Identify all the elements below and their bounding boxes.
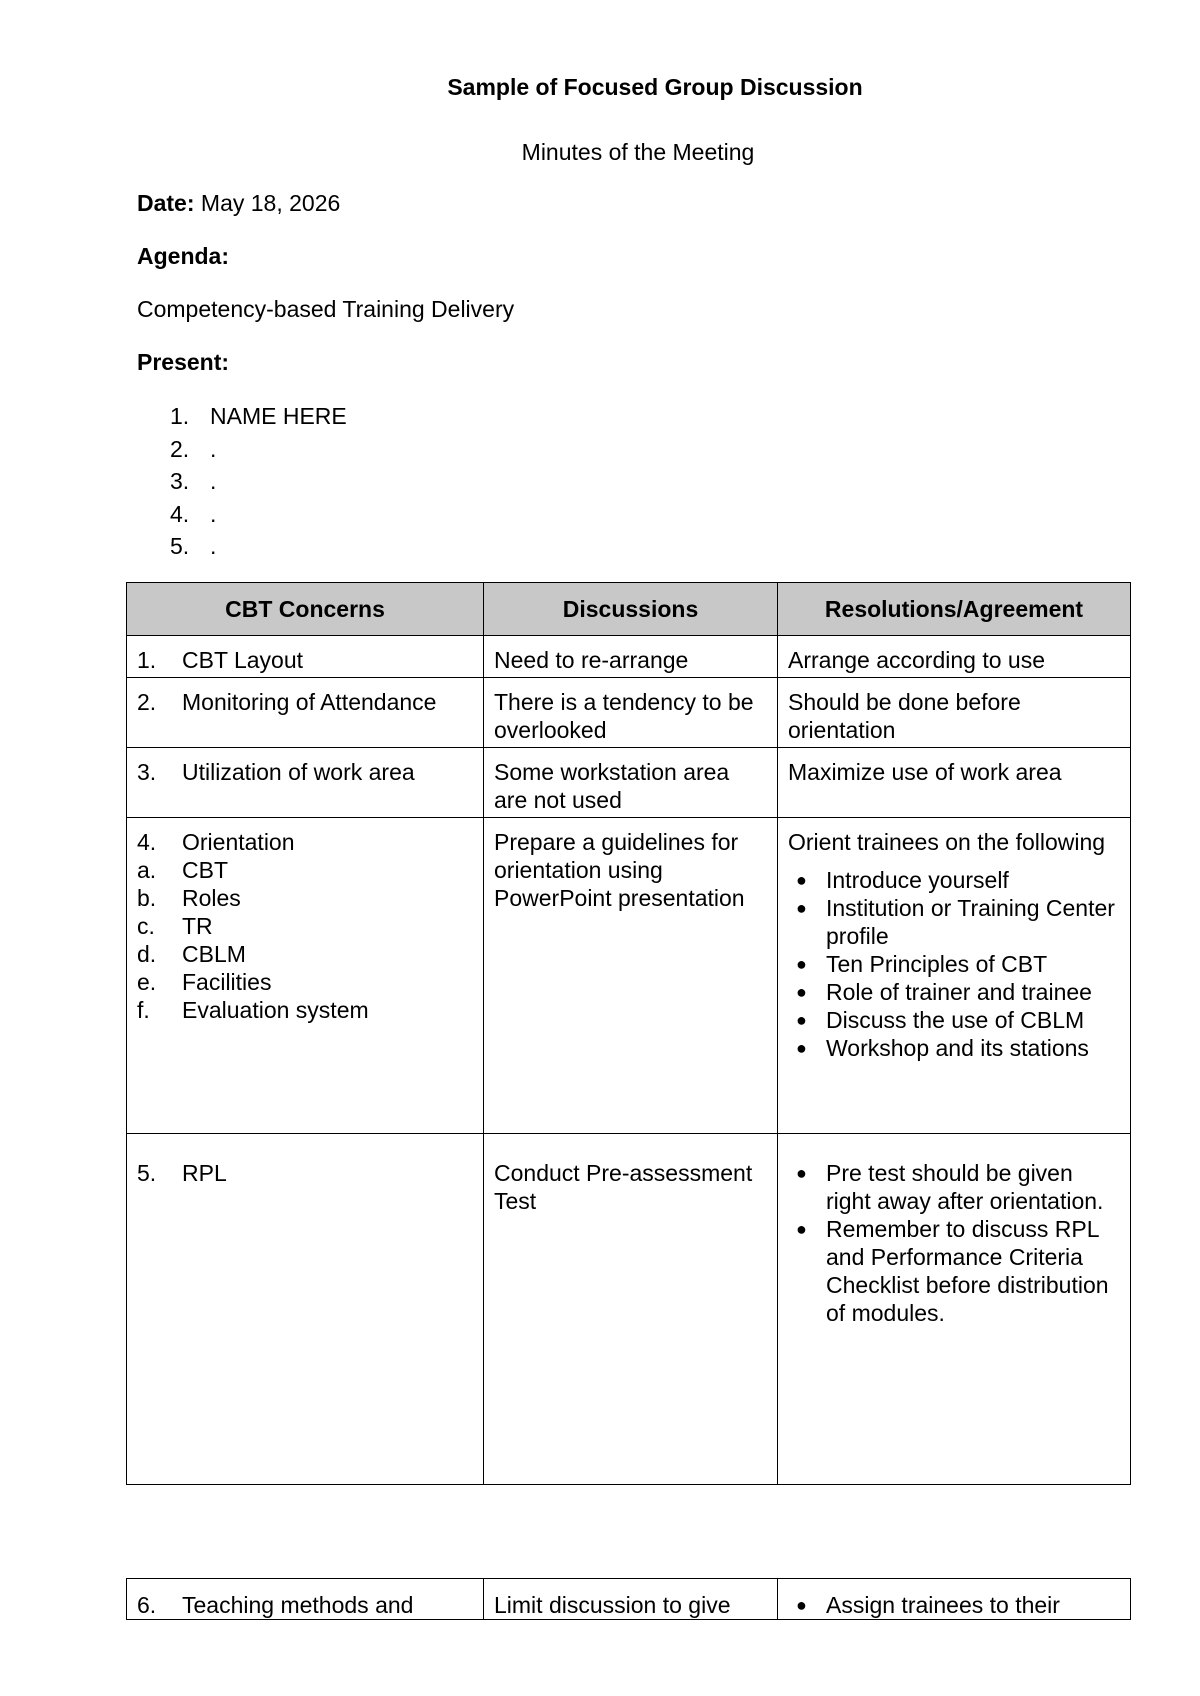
list-item bbox=[170, 498, 347, 531]
resolution-bullets bbox=[788, 866, 1120, 1062]
discussion-cell: Conduct Pre-assessment Test bbox=[484, 1134, 778, 1485]
bullet-icon: ● bbox=[796, 1010, 807, 1030]
minutes-table-continued bbox=[126, 1578, 1131, 1620]
agenda-label-text: Agenda: bbox=[137, 243, 229, 269]
list-item bbox=[788, 1215, 1120, 1327]
table-row bbox=[127, 636, 1131, 678]
row-number: 4. bbox=[137, 829, 157, 855]
document-subtitle: Minutes of the Meeting bbox=[521, 139, 755, 165]
subitem-text: CBLM bbox=[182, 941, 246, 967]
list-item bbox=[137, 940, 473, 968]
resolution-cell: Maximize use of work area bbox=[778, 748, 1131, 818]
list-item-name: . bbox=[210, 435, 217, 462]
bullet-icon: ● bbox=[796, 870, 807, 890]
list-item-name: . bbox=[210, 468, 217, 494]
row-number: 2. bbox=[137, 689, 157, 715]
list-item bbox=[137, 856, 473, 884]
row-number: 1. bbox=[137, 647, 157, 673]
bullet-icon: ● bbox=[796, 1595, 807, 1615]
date-value: May 18, 2026 bbox=[200, 190, 341, 216]
bullet-text: Workshop and its stations bbox=[826, 1035, 1089, 1061]
header-cbt-concerns: CBT Concerns bbox=[127, 583, 484, 636]
list-item bbox=[137, 996, 473, 1024]
discussion-cell: Some workstation area are not used bbox=[484, 748, 778, 818]
discussion-cell: Prepare a guidelines for orientation using PowerPoint presentation bbox=[484, 818, 778, 1134]
subitem-letter: e. bbox=[137, 969, 157, 995]
resolution-cell bbox=[778, 818, 1131, 1134]
table-row bbox=[127, 1579, 1131, 1620]
list-item bbox=[137, 912, 473, 940]
bullet-text: Pre test should be given right away after orientation. bbox=[826, 1160, 1104, 1214]
table-row bbox=[127, 678, 1131, 748]
list-item-name: . bbox=[210, 533, 217, 559]
bullet-icon: ● bbox=[796, 1038, 807, 1058]
concern-cell bbox=[127, 1134, 484, 1485]
concern-text: Monitoring of Attendance bbox=[182, 689, 437, 715]
list-item bbox=[788, 950, 1120, 978]
list-item bbox=[137, 968, 473, 996]
list-item-name: NAME HERE bbox=[210, 403, 347, 429]
table-row bbox=[127, 1134, 1131, 1485]
list-item-number: 5. bbox=[170, 533, 190, 559]
minutes-table bbox=[126, 582, 1131, 1485]
bullet-icon: ● bbox=[796, 954, 807, 974]
subitem-text: TR bbox=[182, 913, 213, 939]
list-item bbox=[788, 894, 1120, 950]
list-item-number: 2. bbox=[170, 435, 190, 462]
subitem-text: Facilities bbox=[182, 969, 272, 995]
list-item bbox=[170, 433, 347, 466]
bullet-text: Institution or Training Center profile bbox=[826, 895, 1115, 949]
subitem-letter: a. bbox=[137, 857, 157, 883]
list-item bbox=[788, 1034, 1120, 1062]
bullet-text: Role of trainer and trainee bbox=[826, 979, 1092, 1005]
table-row bbox=[127, 748, 1131, 818]
bullet-icon: ● bbox=[796, 1219, 807, 1239]
concern-cell bbox=[127, 678, 484, 748]
header-resolutions: Resolutions/Agreement bbox=[778, 583, 1131, 636]
row-number: 3. bbox=[137, 759, 157, 785]
bullet-text: Assign trainees to their bbox=[826, 1592, 1060, 1618]
subitem-letter: b. bbox=[137, 885, 157, 911]
subitem-text: Roles bbox=[182, 885, 241, 911]
agenda-label bbox=[137, 243, 229, 270]
discussion-cell: Need to re-arrange bbox=[484, 636, 778, 678]
concern-cell bbox=[127, 636, 484, 678]
agenda-value: Competency-based Training Delivery bbox=[137, 296, 515, 322]
list-item bbox=[137, 884, 473, 912]
document-title: Sample of Focused Group Discussion bbox=[447, 74, 863, 100]
concern-cell bbox=[127, 748, 484, 818]
concern-cell bbox=[127, 818, 484, 1134]
subitem-text: Evaluation system bbox=[182, 997, 369, 1023]
concern-text: CBT Layout bbox=[182, 647, 304, 673]
concern-cell bbox=[127, 1579, 484, 1620]
date-label: Date: bbox=[137, 190, 195, 216]
bullet-text: Discuss the use of CBLM bbox=[826, 1007, 1085, 1033]
list-item bbox=[788, 978, 1120, 1006]
resolution-cell: Should be done before orientation bbox=[778, 678, 1131, 748]
bullet-icon: ● bbox=[796, 1163, 807, 1183]
list-item-number: 1. bbox=[170, 403, 190, 429]
discussion-cell: Limit discussion to give bbox=[484, 1579, 778, 1620]
attendee-list bbox=[170, 400, 347, 563]
bullet-icon: ● bbox=[796, 898, 807, 918]
header-discussions: Discussions bbox=[484, 583, 778, 636]
resolution-cell: Arrange according to use bbox=[778, 636, 1131, 678]
concern-text: Utilization of work area bbox=[182, 759, 415, 785]
concern-text: RPL bbox=[182, 1160, 227, 1186]
present-label bbox=[137, 349, 229, 376]
resolution-intro: Orient trainees on the following bbox=[788, 829, 1106, 855]
list-item bbox=[170, 465, 347, 498]
subitem-letter: f. bbox=[137, 997, 150, 1023]
list-item bbox=[788, 1159, 1120, 1215]
resolution-cell bbox=[778, 1579, 1131, 1620]
row-number: 5. bbox=[137, 1160, 157, 1186]
list-item-name: . bbox=[210, 500, 217, 527]
list-item bbox=[788, 866, 1120, 894]
list-item bbox=[788, 1006, 1120, 1034]
discussion-cell: There is a tendency to be overlooked bbox=[484, 678, 778, 748]
row-number: 6. bbox=[137, 1592, 157, 1618]
list-item-number: 4. bbox=[170, 500, 190, 527]
date-line bbox=[137, 190, 340, 217]
list-item-number: 3. bbox=[170, 468, 190, 494]
resolution-cell bbox=[778, 1134, 1131, 1485]
table-row bbox=[127, 818, 1131, 1134]
bullet-text: Introduce yourself bbox=[826, 867, 1009, 893]
subitem-letter: d. bbox=[137, 941, 157, 967]
concern-text: Orientation bbox=[182, 829, 295, 855]
list-item bbox=[170, 530, 347, 563]
subitem-text: CBT bbox=[182, 857, 228, 883]
subitem-letter: c. bbox=[137, 913, 155, 939]
bullet-text: Ten Principles of CBT bbox=[826, 951, 1048, 977]
list-item bbox=[170, 400, 347, 433]
bullet-icon: ● bbox=[796, 982, 807, 1002]
table-header-row bbox=[127, 583, 1131, 636]
present-label-text: Present: bbox=[137, 349, 230, 375]
bullet-text: Remember to discuss RPL and Performance Criteria Checklist before distribution of modules. bbox=[826, 1216, 1109, 1326]
concern-text: Teaching methods and bbox=[182, 1592, 414, 1618]
